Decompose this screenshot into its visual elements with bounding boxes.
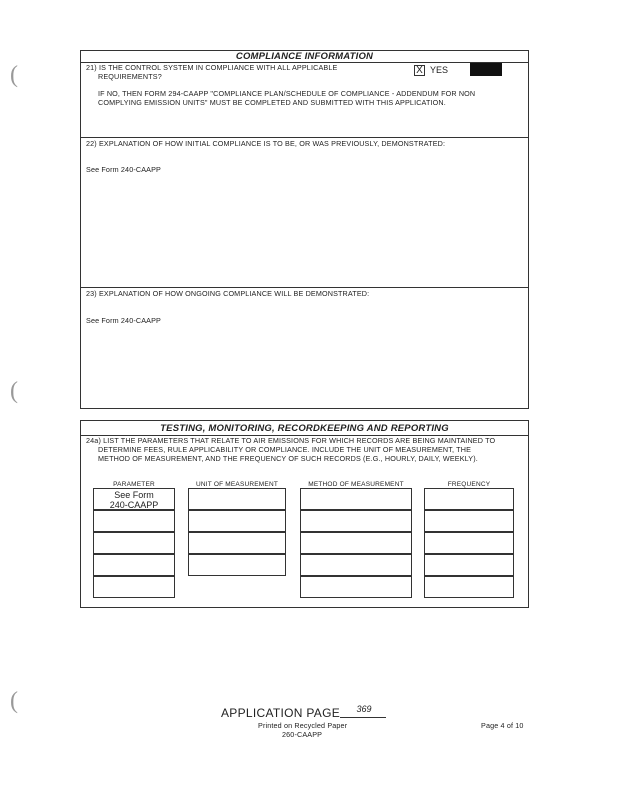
parameter-value-line1: See Form <box>114 490 154 500</box>
frequency-cell[interactable] <box>424 488 514 510</box>
unit-cell[interactable] <box>188 488 286 510</box>
compliance-section <box>80 50 529 409</box>
method-cell[interactable] <box>300 532 412 554</box>
column-header-frequency: FREQUENCY <box>447 481 491 488</box>
method-cell[interactable] <box>300 488 412 510</box>
binder-hole-mark: ( <box>10 62 18 88</box>
column-header-method: METHOD OF MEASUREMENT <box>308 481 404 488</box>
testing-title: TESTING, MONITORING, RECORDKEEPING AND REPORTING <box>160 423 449 434</box>
page-number-underline <box>340 717 386 718</box>
q21-note-line2: COMPLYING EMISSION UNITS" MUST BE COMPLETED AND SUBMITTED WITH THIS APPLICATION. <box>98 98 446 107</box>
application-page-number: 369 <box>356 704 372 714</box>
printed-note: Printed on Recycled Paper <box>258 721 348 730</box>
parameter-cell[interactable] <box>93 554 175 576</box>
column-header-unit: UNIT OF MEASUREMENT <box>195 481 279 488</box>
q21-label: 21) IS THE CONTROL SYSTEM IN COMPLIANCE WITH ALL APPLICABLE <box>86 63 338 72</box>
page-of: Page 4 of 10 <box>481 721 524 730</box>
testing-section <box>80 420 529 608</box>
method-cell[interactable] <box>300 510 412 532</box>
q23-label: 23) EXPLANATION OF HOW ONGOING COMPLIANCE WILL BE DEMONSTRATED: <box>86 289 370 298</box>
parameter-cell[interactable] <box>93 510 175 532</box>
frequency-cell[interactable] <box>424 576 514 598</box>
q21-note-line1: IF NO, THEN FORM 294-CAAPP "COMPLIANCE PLAN/SCHEDULE OF COMPLIANCE - ADDENDUM FOR NON <box>98 89 476 98</box>
parameter-cell[interactable] <box>93 488 175 510</box>
q22-label: 22) EXPLANATION OF HOW INITIAL COMPLIANCE IS TO BE, OR WAS PREVIOUSLY, DEMONSTRATED: <box>86 139 446 148</box>
parameter-cell[interactable] <box>93 576 175 598</box>
unit-cell[interactable] <box>188 554 286 576</box>
q24a-line3: METHOD OF MEASUREMENT, AND THE FREQUENCY OF SUCH RECORDS (E.G., HOURLY, DAILY, WEEKLY). <box>98 454 478 463</box>
q24a-line2: DETERMINE FEES, RULE APPLICABILITY OR COMPLIANCE. INCLUDE THE UNIT OF MEASUREMENT, THE <box>98 445 472 454</box>
unit-cell[interactable] <box>188 510 286 532</box>
parameter-cell[interactable] <box>93 532 175 554</box>
frequency-cell[interactable] <box>424 510 514 532</box>
frequency-cell[interactable] <box>424 532 514 554</box>
redaction-box <box>470 63 502 76</box>
application-page-label: APPLICATION PAGE <box>221 706 341 720</box>
q24a-line1: 24a) LIST THE PARAMETERS THAT RELATE TO AIR EMISSIONS FOR WHICH RECORDS ARE BEING MAINTAINED TO <box>86 436 496 445</box>
q23-answer[interactable]: See Form 240-CAAPP <box>86 316 162 325</box>
method-cell[interactable] <box>300 576 412 598</box>
compliance-title: COMPLIANCE INFORMATION <box>235 51 374 62</box>
yes-checkbox[interactable]: X <box>414 65 425 76</box>
binder-hole-mark: ( <box>10 688 18 714</box>
form-id: 260-CAAPP <box>282 730 323 739</box>
q21-label-cont: REQUIREMENTS? <box>98 72 162 81</box>
yes-label: YES <box>430 65 449 75</box>
binder-hole-mark: ( <box>10 378 18 404</box>
column-header-parameter: PARAMETER <box>113 481 155 488</box>
frequency-cell[interactable] <box>424 554 514 576</box>
unit-cell[interactable] <box>188 532 286 554</box>
q22-answer[interactable]: See Form 240-CAAPP <box>86 165 162 174</box>
method-cell[interactable] <box>300 554 412 576</box>
parameter-value-line2: 240-CAAPP <box>109 500 159 510</box>
